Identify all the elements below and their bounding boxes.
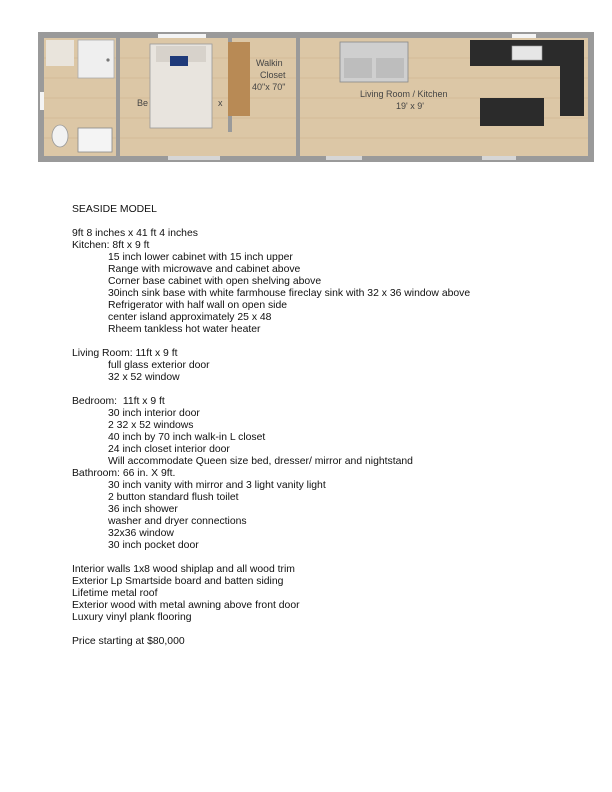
bathroom-heading: Bathroom: 66 in. X 9ft. — [72, 468, 176, 479]
bathroom-item: 30 inch pocket door — [108, 540, 199, 551]
bedroom-window-bottom — [168, 156, 220, 160]
kitchen-window — [512, 34, 536, 38]
feature-line: Luxury vinyl plank flooring — [72, 612, 192, 623]
spec-sheet — [72, 204, 592, 648]
price-line: Price starting at $80,000 — [72, 636, 185, 647]
sofa-cushion-right — [376, 58, 404, 78]
bathroom-item: 30 inch vanity with mirror and 3 light vanity light — [108, 480, 326, 491]
model-title: SEASIDE MODEL — [72, 204, 157, 215]
shower-drain-icon — [106, 58, 109, 61]
bedroom-item: Will accommodate Queen size bed, dresser/ mirror and nightstand — [108, 456, 413, 467]
living-kitchen-label: Living Room / Kitchen — [360, 89, 448, 99]
toilet-icon — [52, 125, 68, 147]
sofa-cushion-left — [344, 58, 372, 78]
living-item: full glass exterior door — [108, 360, 210, 371]
feature-line: Interior walls 1x8 wood shiplap and all wood trim — [72, 564, 295, 575]
living-heading: Living Room: 11ft x 9 ft — [72, 348, 178, 359]
closet-label-line1: Walkin — [256, 58, 283, 68]
feature-line: Exterior Lp Smartside board and batten siding — [72, 576, 284, 587]
bathroom-item: washer and dryer connections — [108, 516, 247, 527]
bathroom-item: 32x36 window — [108, 528, 174, 539]
kitchen-item: Corner base cabinet with open shelving above — [108, 276, 322, 287]
front-door — [482, 156, 516, 160]
overall-dimensions: 9ft 8 inches x 41 ft 4 inches — [72, 228, 198, 239]
kitchen-item: Refrigerator with half wall on open side — [108, 300, 288, 311]
bathroom-wall — [116, 38, 120, 156]
bath-cabinet — [46, 40, 74, 66]
kitchen-item: 30inch sink base with white farmhouse fireclay sink with 32 x 36 window above — [108, 288, 471, 299]
bedroom-heading: Bedroom: 11ft x 9 ft — [72, 396, 165, 407]
kitchen-sink — [512, 46, 542, 60]
kitchen-item: 15 inch lower cabinet with 15 inch upper — [108, 252, 293, 263]
kitchen-side-counter — [560, 40, 584, 116]
feature-line: Exterior wood with metal awning above front door — [72, 600, 300, 611]
kitchen-item: center island approximately 25 x 48 — [108, 312, 272, 323]
living-kitchen-size: 19' x 9' — [396, 101, 424, 111]
bedroom-item: 30 inch interior door — [108, 408, 200, 419]
kitchen-item: Range with microwave and cabinet above — [108, 264, 301, 275]
bathroom-item: 2 button standard flush toilet — [108, 492, 239, 503]
closet-label-line2: Closet — [260, 70, 286, 80]
bedroom-item: 24 inch closet interior door — [108, 444, 230, 455]
bed-pillow-accent — [170, 56, 188, 66]
closet-size-label: 40"x 70" — [252, 82, 286, 92]
bedroom-label-partial: Be — [137, 98, 149, 108]
floor-plan-image — [38, 32, 594, 162]
kitchen-heading: Kitchen: 8ft x 9 ft — [72, 240, 150, 251]
bedroom-item: 2 32 x 52 windows — [108, 420, 194, 431]
kitchen-island — [480, 98, 544, 126]
living-window — [326, 156, 362, 160]
feature-line: Lifetime metal roof — [72, 588, 158, 599]
bathroom-item: 36 inch shower — [108, 504, 178, 515]
kitchen-item: Rheem tankless hot water heater — [108, 324, 261, 335]
bedroom-window-top — [158, 34, 206, 38]
bedroom-label-x: x — [218, 98, 223, 108]
closet-door-panel — [228, 42, 250, 116]
closet-right-wall — [296, 38, 300, 156]
vanity — [78, 128, 112, 152]
bathroom-window — [40, 92, 44, 110]
bedroom-item: 40 inch by 70 inch walk-in L closet — [108, 432, 266, 443]
living-item: 32 x 52 window — [108, 372, 180, 383]
